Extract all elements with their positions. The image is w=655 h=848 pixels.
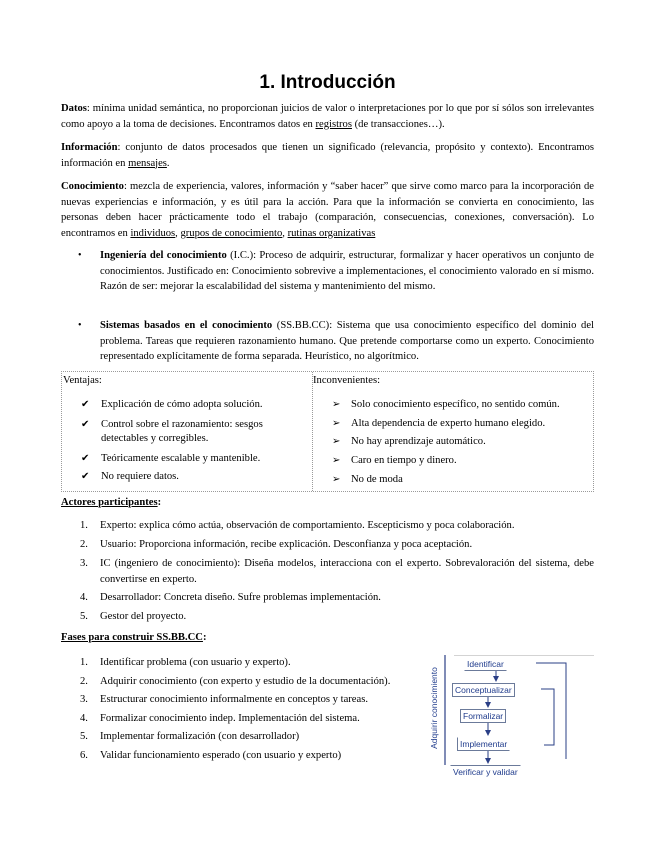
conocimiento-sep-2: , xyxy=(282,227,288,239)
list-number: 5. xyxy=(80,611,88,622)
list-number: 5. xyxy=(80,731,88,742)
con-item: No de moda xyxy=(351,474,403,485)
cons-column xyxy=(312,372,593,491)
con-item: Caro en tiempo y dinero. xyxy=(351,455,457,466)
con-item: Solo conocimiento específico, no sentido común. xyxy=(351,399,560,410)
page-title: 1. Introducción xyxy=(259,72,396,93)
individuos-link: individuos xyxy=(130,227,176,239)
bullet-ingenieria xyxy=(100,248,594,295)
conocimiento-paragraph xyxy=(61,179,594,241)
mensajes-link: mensajes xyxy=(128,157,167,169)
box-implementar: Implementar xyxy=(457,737,510,751)
list-number: 1. xyxy=(80,657,88,668)
pro-item: Control sobre el razonamiento: sesgos xyxy=(101,419,263,430)
informacion-text-1: : conjunto de datos procesados que tienen un significado (relevancia, propósito y contexto). Encontramos información en xyxy=(61,142,594,169)
datos-paragraph xyxy=(61,101,594,132)
bullet-symbol: • xyxy=(78,250,82,261)
pros-cons-table xyxy=(61,371,594,492)
pro-item: Teóricamente escalable y mantenible. xyxy=(101,453,261,464)
pros-column xyxy=(62,372,313,491)
actor-item: Gestor del proyecto. xyxy=(100,611,187,622)
check-icon: ✔ xyxy=(81,453,90,464)
pro-item-continued: detectables y corregibles. xyxy=(101,433,209,444)
fase-item: Implementar formalización (con desarrollador) xyxy=(100,731,300,742)
con-item: Alta dependencia de experto humano elegido. xyxy=(351,418,546,429)
bullet-ingenieria-text: (I.C.): Proceso de adquirir, estructurar, formalizar y hacer operativos un conjunto de conocimientos. Justificado en: Conocimiento sobrevive a implementaciones, el conocimiento valorado en sí mismo. Razón de ser: mejorar la escalabilidad del sistema y mantenimiento del mismo. xyxy=(100,250,594,292)
informacion-text-2: . xyxy=(166,157,170,169)
phases-diagram xyxy=(426,655,594,780)
informacion-term: Información xyxy=(61,142,118,153)
conocimiento-sep-1: , xyxy=(175,227,181,239)
registros-link: registros xyxy=(315,118,352,130)
actor-item: IC (ingeniero de conocimiento): Diseña modelos, interacciona con el experto. Sobrevaloración del sistema, debe convertirse en experto. xyxy=(100,558,594,585)
pros-header: Ventajas: xyxy=(63,375,102,386)
box-formalizar: Formalizar xyxy=(460,709,506,723)
datos-term: Datos xyxy=(61,103,87,114)
list-number: 3. xyxy=(80,558,88,569)
fases-heading xyxy=(61,632,206,643)
actores-heading-colon: : xyxy=(157,497,162,508)
list-number: 2. xyxy=(80,539,88,550)
actores-heading xyxy=(61,497,161,508)
fase-item: Validar funcionamiento esperado (con usuario y experto) xyxy=(100,750,342,761)
rutinas-link: rutinas organizativas xyxy=(287,227,376,239)
datos-text-1: : mínima unidad semántica, no proporcionan juicios de valor o interpretaciones por lo que por sí sólos son irrelevantes como apoyo a la toma de decisiones. Encontramos datos en xyxy=(61,103,594,130)
con-item: No hay aprendizaje automático. xyxy=(351,436,486,447)
check-icon: ✔ xyxy=(81,419,90,430)
arrow-bullet-icon: ➢ xyxy=(332,399,341,410)
conocimiento-text-1: : mezcla de experiencia, valores, información y “saber hacer” que sirve como marco para la incorporación de nuevas experiencias e información, y es útil para la acción. Para que la información se convierta en conocimiento, las personas deben hacer prácticamente todo el trabajo (comparación, consecuencias, conexiones, conversación). Lo encontramos en xyxy=(61,181,594,239)
cons-header: Inconvenientes: xyxy=(313,375,381,386)
fases-heading-text: Fases para construir SS.BB.CC xyxy=(61,632,203,643)
informacion-paragraph xyxy=(61,140,594,171)
bullet-ingenieria-term: Ingeniería del conocimiento xyxy=(100,250,227,261)
arrow-bullet-icon: ➢ xyxy=(332,418,341,429)
datos-text-2: (de transacciones…). xyxy=(351,118,445,130)
list-number: 3. xyxy=(80,694,88,705)
list-number: 1. xyxy=(80,520,88,531)
bullet-symbol: • xyxy=(78,320,82,331)
fase-item: Identificar problema (con usuario y experto). xyxy=(100,657,291,668)
diagram-connectors xyxy=(426,655,594,780)
actor-item: Desarrollador: Concreta diseño. Sufre problemas implementación. xyxy=(100,592,381,603)
bullet-sistemas-text: (SS.BB.CC): Sistema que usa conocimiento específico del dominio del problema. Tareas que requieren razonamiento humano. Que pretende comportarse como un experto. Conocimiento representado explícitamente de forma separada. Heurístico, no algorítmico. xyxy=(100,320,594,362)
box-identificar: Identificar xyxy=(464,657,507,671)
fase-item: Adquirir conocimiento (con experto y estudio de la documentación). xyxy=(100,676,391,687)
actores-heading-text: Actores participantes xyxy=(61,497,158,508)
fase-item: Estructurar conocimiento informalmente en conceptos y tareas. xyxy=(100,694,368,705)
feedback-line-inner xyxy=(541,689,554,745)
check-icon: ✔ xyxy=(81,471,90,482)
adquirir-conocimiento-label xyxy=(428,655,440,765)
bullet-sistemas xyxy=(100,318,594,365)
bullet-sistemas-term: Sistemas basados en el conocimiento xyxy=(100,320,273,331)
list-number: 4. xyxy=(80,592,88,603)
conocimiento-term: Conocimiento xyxy=(61,181,124,192)
check-icon: ✔ xyxy=(81,399,90,410)
box-conceptualizar: Conceptualizar xyxy=(452,683,515,697)
actor-item: Experto: explica cómo actúa, observación de comportamiento. Escepticismo y poca colaboración. xyxy=(100,520,515,531)
box-verificar-validar: Verificar y validar xyxy=(450,765,521,779)
arrow-bullet-icon: ➢ xyxy=(332,474,341,485)
list-number: 2. xyxy=(80,676,88,687)
list-number: 4. xyxy=(80,713,88,724)
side-label-text: Adquirir conocimiento xyxy=(429,667,439,749)
grupos-link: grupos de conocimiento xyxy=(180,227,283,239)
pro-item: No requiere datos. xyxy=(101,471,179,482)
actor-item: Usuario: Proporciona información, recibe explicación. Desconfianza y poca aceptación. xyxy=(100,539,473,550)
arrow-bullet-icon: ➢ xyxy=(332,436,341,447)
list-number: 6. xyxy=(80,750,88,761)
fase-item: Formalizar conocimiento indep. Implementación del sistema. xyxy=(100,713,360,724)
pro-item: Explicación de cómo adopta solución. xyxy=(101,399,263,410)
fases-heading-colon: : xyxy=(202,632,207,643)
arrow-bullet-icon: ➢ xyxy=(332,455,341,466)
